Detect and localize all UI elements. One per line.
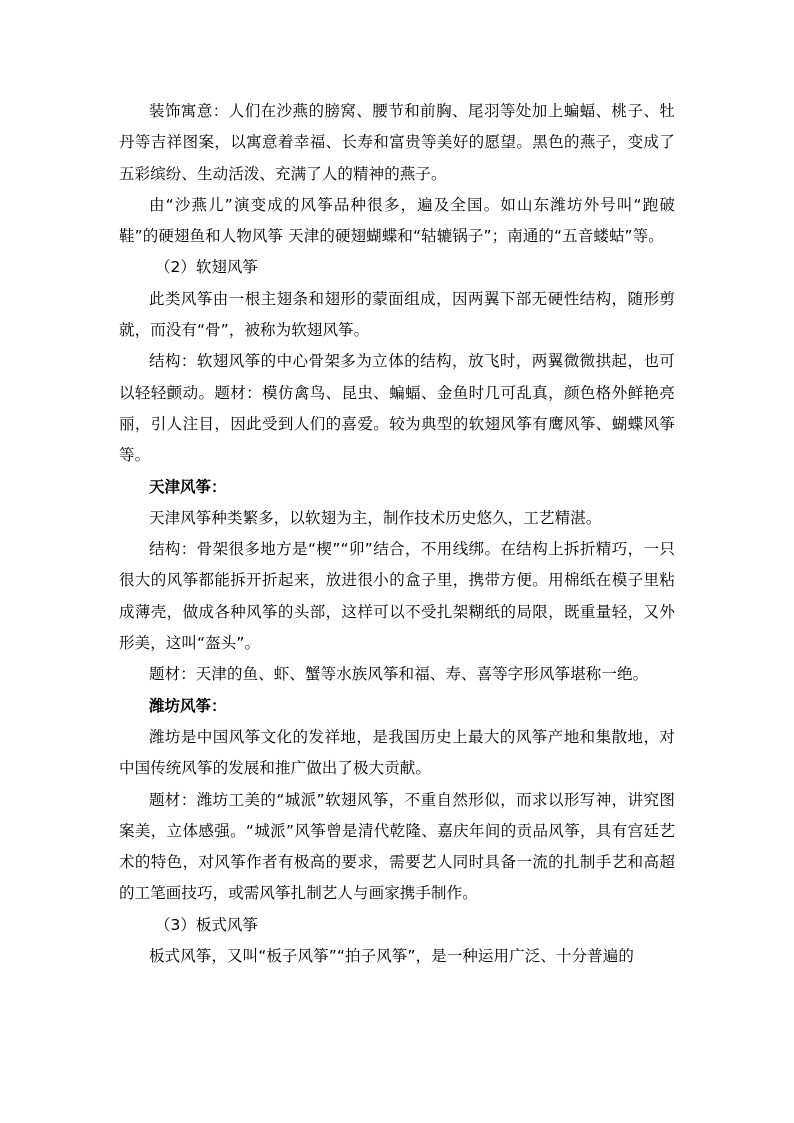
paragraph-tianjin-overview: 天津风筝种类繁多，以软翅为主，制作技术历史悠久，工艺精湛。 xyxy=(149,508,602,527)
paragraph-tianjin-subjects: 题材：天津的鱼、虾、蟹等水族风筝和福、寿、喜等字形风筝堪称一绝。 xyxy=(149,665,649,684)
heading-weifang-kite: 潍坊风筝： xyxy=(149,696,227,715)
paragraph-board-kite-intro: 板式风筝，又叫“板子风筝”“拍子风筝”，是一种运用广泛、十分普遍的 xyxy=(149,947,634,966)
paragraph-shayan-variants: 由“沙燕儿”演变成的风筝品种很多，遍及全国。如山东潍坊外号叫“跑破鞋”的硬翅鱼和人物风筝 天津的硬翅蝴蝶和“轱辘锅子”；南通的“五音蝼蛄”等。 xyxy=(119,195,675,246)
paragraph-weifang-subjects: 题材：潍坊工美的“城派”软翅风筝，不重自然形似，而求以形写神，讲究图案美，立体感强。“城派”风筝曾是清代乾隆、嘉庆年间的贡品风筝，具有宫廷艺术的特色，对风筝作者有极高的要求，需要艺人同时具备一流的扎制手艺和高超的工笔画技巧，或需风筝扎制艺人与画家携手制作。 xyxy=(119,790,675,903)
paragraph-soft-wing-structure: 结构：软翅风筝的中心骨架多为立体的结构，放飞时，两翼微微拱起，也可以轻轻颤动。题材：模仿禽鸟、昆虫、蝙蝠、金鱼时几可乱真，颜色格外鲜艳亮丽，引人注目，因此受到人们的喜爱。较为典型的软翅风筝有鹰风筝、蝴蝶风筝等。 xyxy=(119,352,675,465)
paragraph-decoration-meaning: 装饰寓意：人们在沙燕的膀窝、腰节和前胸、尾羽等处加上蝙蝠、桃子、牡丹等吉祥图案，以寓意着幸福、长寿和富贵等美好的愿望。黑色的燕子，变成了五彩缤纷、生动活泼、充满了人的精神的燕子。 xyxy=(119,102,675,183)
heading-tianjin-kite: 天津风筝： xyxy=(149,477,227,496)
document-body xyxy=(119,96,675,972)
paragraph-tianjin-structure: 结构：骨架很多地方是“楔”“卯”结合，不用线绑。在结构上拆折精巧，一只很大的风筝都能拆开折起来，放进很小的盒子里，携带方便。用棉纸在模子里粘成薄壳，做成各种风筝的头部，这样可以不受扎架糊纸的局限，既重量轻，又外形美，这叫“盔头”。 xyxy=(119,540,675,653)
section-heading-soft-wing-kite: （2）软翅风筝 xyxy=(155,258,258,277)
section-heading-board-kite: （3）板式风筝 xyxy=(155,915,258,934)
paragraph-weifang-overview: 潍坊是中国风筝文化的发祥地，是我国历史上最大的风筝产地和集散地，对中国传统风筝的发展和推广做出了极大贡献。 xyxy=(119,727,675,778)
paragraph-soft-wing-definition: 此类风筝由一根主翅条和翅形的蒙面组成，因两翼下部无硬性结构，随形剪就，而没有“骨”，被称为软翅风筝。 xyxy=(119,289,675,340)
